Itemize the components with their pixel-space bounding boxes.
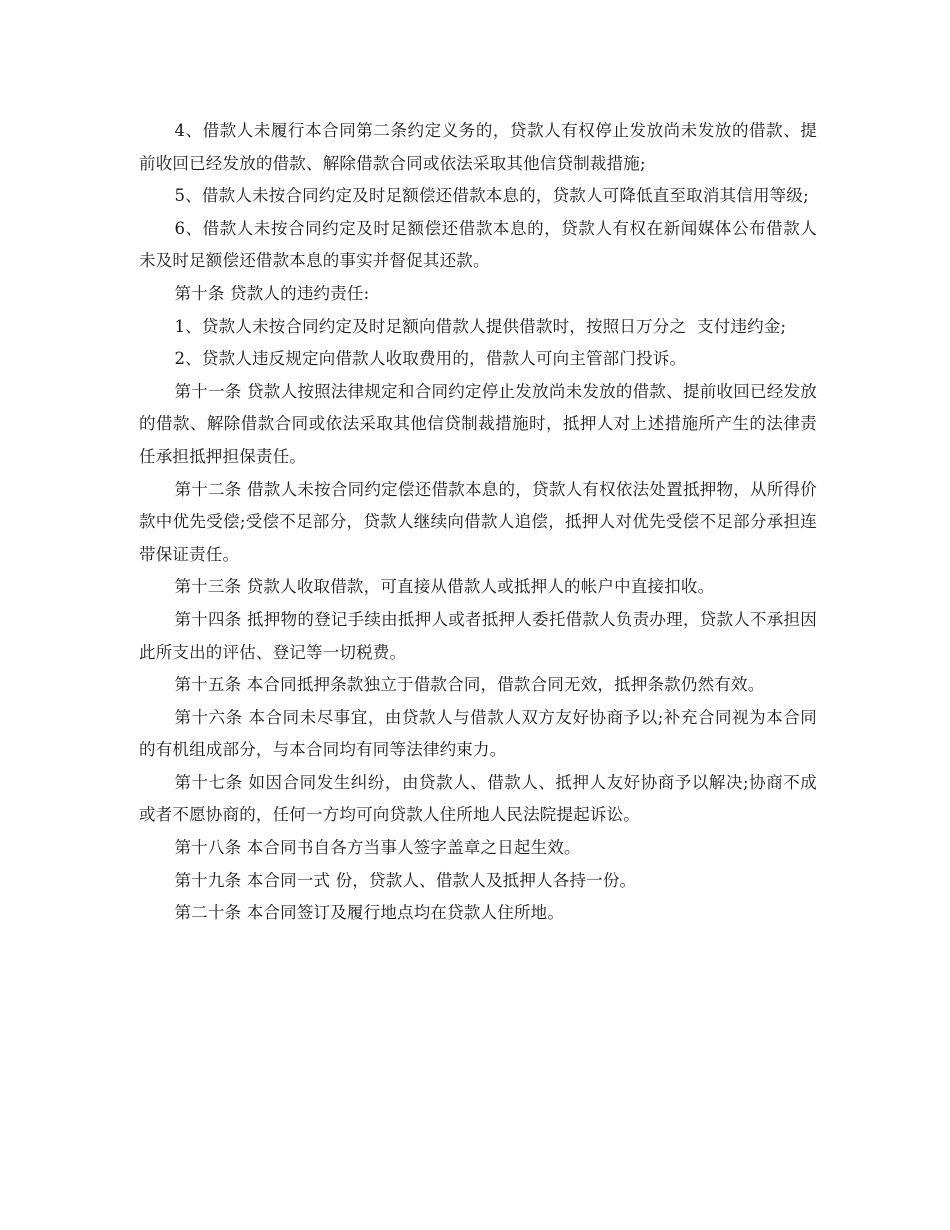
clause-4-borrower-obligation: 4、借款人未履行本合同第二条约定义务的，贷款人有权停止发放尚未发放的借款、提前收回已经发放的借款、解除借款合同或依法采取其他信贷制裁措施; xyxy=(139,121,817,173)
article-11: 第十一条 贷款人按照法律规定和合同约定停止发放尚未发放的借款、提前收回已经发放的借款、解除借款合同或依法采取其他信贷制裁措施时，抵押人对上述措施所产生的法律责任承担抵押担保责任。 xyxy=(139,381,817,466)
article-19: 第十九条 本合同一式 份，贷款人、借款人及抵押人各持一份。 xyxy=(174,870,637,890)
article-10-item-1: 1、贷款人未按合同约定及时足额向借款人提供借款时，按照日万分之 支付违约金; xyxy=(174,316,787,336)
article-15: 第十五条 本合同抵押条款独立于借款合同，借款合同无效，抵押条款仍然有效。 xyxy=(174,675,765,695)
clause-6-media-disclosure: 6、借款人未按合同约定及时足额偿还借款本息的，贷款人有权在新闻媒体公布借款人未及时足额偿还借款本息的事实并督促其还款。 xyxy=(139,218,817,271)
article-17: 第十七条 如因合同发生纠纷，由贷款人、借款人、抵押人友好协商予以解决;协商不成或者不愿协商的，任何一方均可向贷款人住所地人民法院提起诉讼。 xyxy=(139,772,817,825)
document-page xyxy=(139,115,817,930)
clause-5-credit-rating: 5、借款人未按合同约定及时足额偿还借款本息的，贷款人可降低直至取消其信用等级; xyxy=(174,186,809,206)
article-20: 第二十条 本合同签订及履行地点均在贷款人住所地。 xyxy=(174,903,565,923)
article-10-heading: 第十条 贷款人的违约责任: xyxy=(174,283,370,303)
article-16: 第十六条 本合同未尽事宜，由贷款人与借款人双方友好协商予以;补充合同视为本合同的有机组成部分，与本合同均有同等法律约束力。 xyxy=(139,707,817,760)
article-13: 第十三条 贷款人收取借款，可直接从借款人或抵押人的帐户中直接扣收。 xyxy=(174,577,715,597)
article-10-item-2: 2、贷款人违反规定向借款人收取费用的，借款人可向主管部门投诉。 xyxy=(174,349,687,369)
article-12: 第十二条 借款人未按合同约定偿还借款本息的，贷款人有权依法处置抵押物，从所得价款中优先受偿;受偿不足部分，贷款人继续向借款人追偿，抵押人对优先受偿不足部分承担连带保证责任。 xyxy=(139,479,817,564)
article-14: 第十四条 抵押物的登记手续由抵押人或者抵押人委托借款人负责办理，贷款人不承担因此所支出的评估、登记等一切税费。 xyxy=(139,609,817,662)
article-18: 第十八条 本合同书自各方当事人签字盖章之日起生效。 xyxy=(174,838,581,858)
